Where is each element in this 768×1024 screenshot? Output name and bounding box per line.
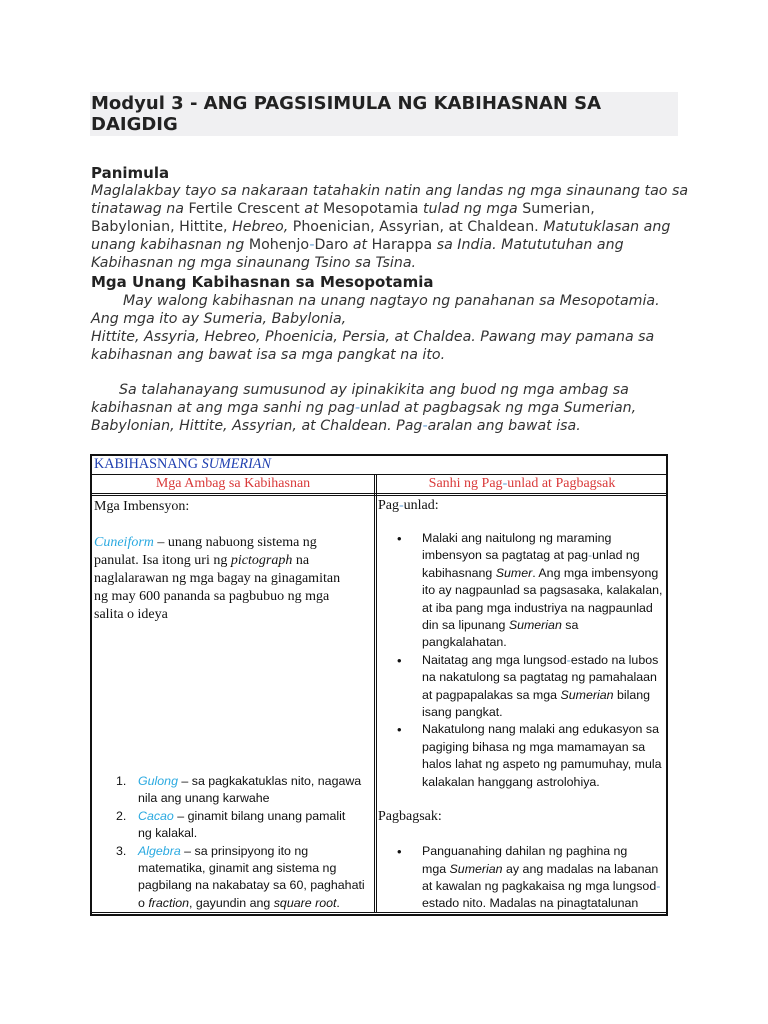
bullet-text: Sumer: [495, 565, 533, 580]
column-header-text: Sanhi ng Pag: [428, 476, 503, 491]
bullet-text: ay ang madalas na labanan: [502, 861, 659, 876]
talahanayan-text: kabihasnan at ang mga sanhi ng pag: [91, 400, 355, 416]
bullet-text: halos lahat ng aspeto ng pamumuhay, mula: [422, 757, 662, 772]
invention-text: pagbilang na nakabatay sa 60, paghahati: [138, 878, 365, 893]
table-column-divider: [374, 475, 375, 913]
list-number: 2.: [116, 808, 127, 823]
bullet-text: imbensyon sa pagtatag at pag: [422, 548, 589, 563]
panimula-text: Babylonian, Hittite,: [91, 219, 233, 235]
panimula-text: tinatawag na: [91, 201, 189, 217]
column-header-sanhi: [378, 476, 666, 492]
pagbagsak-heading: Pagbagsak:: [378, 809, 442, 825]
panimula-text: Mesopotamia: [323, 201, 419, 217]
invention-text: .: [336, 895, 340, 910]
invention-text: o: [138, 895, 149, 910]
panimula-text: Hebreo,: [232, 219, 289, 235]
pag-unlad-heading: [378, 498, 668, 514]
imbensyon-heading: Mga Imbensyon:: [94, 499, 190, 514]
panimula-text: Sumerian,: [522, 201, 595, 217]
invention-text: matematika, ginamit ang sistema ng: [138, 861, 337, 876]
bullet-icon: •: [397, 844, 402, 860]
invention-text: nila ang unang karwahe: [138, 791, 270, 806]
bullet-text: pagiging bihasa ng mga mamamayan sa: [422, 739, 646, 754]
invention-text: – ginamit bilang unang pamalit: [173, 808, 346, 823]
bullet-text: Sumerian: [560, 687, 614, 702]
panimula-text: unang kabihasnan ng: [91, 237, 249, 253]
bullet-text: . Ang mga imbensyong: [532, 565, 659, 580]
bullet-text: at pagpapalakas sa mga: [422, 687, 561, 702]
invention-text: ng kalakal.: [138, 826, 198, 841]
panimula-text: Matutuklasan ang: [543, 219, 671, 235]
ambag-cell: [94, 498, 372, 624]
list-item: [113, 843, 373, 913]
pag-unlad-text: Pag: [378, 498, 399, 513]
talahanayan-text: -: [422, 418, 428, 434]
bullet-item: [378, 652, 668, 722]
invention-text: , gayundin ang: [188, 895, 274, 910]
table-title-text: KABIHASNANG: [94, 456, 202, 472]
mesopotamia-line-3: Hittite, Assyria, Hebreo, Phoenicia, Persia, at Chaldea. Pawang may pamana sa: [91, 329, 655, 345]
invention-text: – sa pagkakatuklas nito, nagawa: [177, 774, 362, 788]
pag-unlad-text: unlad:: [403, 498, 439, 513]
talahanayan-text: unlad at pagbagsak ng mga Sumerian,: [359, 400, 637, 416]
panimula-text: sa India. Matututuhan ang: [432, 237, 624, 253]
bullet-text: pangkalahatan.: [422, 635, 507, 650]
list-item: [113, 773, 373, 808]
panimula-text: -: [309, 237, 315, 253]
bullet-text: -: [566, 652, 571, 667]
sanhi-cell: [378, 498, 668, 913]
bullet-text: estado nito. Madalas na pinagtatalunan: [422, 896, 639, 911]
mesopotamia-paragraph: [91, 292, 681, 364]
bullet-text: Panguanahing dahilan ng paghina ng: [422, 844, 628, 859]
cuneiform-text: – unang nabuong sistema ng: [153, 535, 317, 550]
page-title: Modyul 3 - ANG PAGSISIMULA NG KABIHASNAN SA DAIGDIG: [91, 93, 602, 135]
bullet-text: -: [656, 878, 661, 893]
bullet-text: kalakalan hanggang astrolohiya.: [422, 774, 600, 789]
mesopotamia-line-1: May walong kabihasnan na unang nagtayo ng panahanan sa Mesopotamia.: [123, 293, 660, 309]
table-column-divider: [376, 475, 377, 913]
bullet-text: kabihasnang: [422, 565, 496, 580]
talahanayan-line-1: Sa talahanayang sumusunod ay ipinakikita ang buod ng mga ambag sa: [119, 382, 629, 398]
cuneiform-line: naglalarawan ng mga bagay na ginagamitan: [94, 571, 341, 586]
panimula-heading: Panimula: [91, 164, 170, 182]
list-number: 1.: [116, 774, 127, 788]
invention-text: fraction: [148, 895, 189, 910]
panimula-text: Phoenician, Assyrian, at Chaldean.: [288, 219, 544, 235]
bullet-text: Malaki ang naitulong ng maraming: [422, 531, 612, 545]
invention-term: Cacao: [138, 808, 174, 823]
cuneiform-text: pictograph: [230, 553, 293, 568]
bullet-icon: •: [397, 722, 402, 738]
table-divider: [92, 474, 666, 475]
table-title-text: SUMERIAN: [201, 456, 271, 472]
bullet-text: din sa lipunang: [422, 618, 509, 633]
bullet-item: [378, 530, 668, 652]
cuneiform-line: ng may 600 pananda sa pagbubuo ng mga: [94, 589, 330, 604]
column-header-ambag: Mga Ambag sa Kabihasnan: [155, 476, 311, 491]
cuneiform-text: na: [292, 553, 310, 568]
panimula-line-5: Kabihasnan ng mga sinaunang Tsino sa Tsina.: [91, 255, 417, 271]
panimula-text: Mohenjo: [248, 237, 310, 253]
bullet-text: at iba pang mga industriya na nagpaunlad: [422, 600, 653, 615]
bullet-text: mga: [422, 861, 450, 876]
bullet-text: ito ay nagpaunlad sa pagsasaka, kalakalan,: [422, 583, 663, 598]
bullet-text: Sumerian: [508, 618, 562, 633]
bullet-item: [378, 721, 668, 791]
bullet-text: bilang: [613, 687, 651, 702]
cuneiform-term: Cuneiform: [94, 535, 154, 550]
mesopotamia-line-4: kabihasnan ang bawat isa sa mga pangkat na ito.: [91, 347, 446, 363]
mesopotamia-heading: Mga Unang Kabihasnan sa Mesopotamia: [91, 273, 434, 291]
panimula-text: at: [299, 201, 324, 217]
panimula-text: Fertile Crescent: [188, 201, 300, 217]
cuneiform-line: salita o ideya: [94, 607, 168, 622]
invention-list: [113, 773, 373, 912]
bullet-text: Sumerian: [449, 861, 503, 876]
talahanayan-text: Babylonian, Hittite, Assyrian, at Chaldean. Pag: [91, 418, 423, 434]
panimula-text: tulad ng mga: [418, 201, 523, 217]
cuneiform-line: [94, 552, 372, 570]
bullet-text: Naitatag ang mga lungsod: [422, 652, 567, 667]
table-divider: [92, 493, 666, 494]
bullet-text: estado na lubos: [570, 652, 659, 667]
list-number: 3.: [116, 843, 127, 858]
bullet-text: sa: [561, 618, 579, 633]
list-item: [113, 808, 373, 843]
bullet-text: isang pangkat.: [422, 705, 503, 720]
table-title: [94, 456, 271, 473]
bullet-icon: •: [397, 531, 402, 546]
column-header-text: -: [502, 476, 508, 491]
invention-text: – sa prinsipyong ito ng: [180, 843, 309, 858]
bullet-text: unlad ng: [592, 548, 640, 563]
bullet-text: Nakatulong nang malaki ang edukasyon sa: [422, 722, 659, 737]
panimula-line-1: Maglalakbay tayo sa nakaraan tatahakin natin ang landas ng mga sinaunang tao sa: [91, 183, 689, 199]
column-header-text: unlad at Pagbagsak: [507, 476, 616, 491]
mesopotamia-line-2: Ang mga ito ay Sumeria, Babylonia,: [91, 311, 347, 327]
bullet-text: at kawalan ng pagkakaisa ng mga lungsod: [422, 878, 657, 893]
invention-text: square root: [273, 895, 337, 910]
panimula-text: at: [348, 237, 372, 253]
talahanayan-paragraph: [91, 381, 681, 435]
bullet-item: [378, 843, 668, 913]
invention-term: Gulong: [138, 774, 178, 788]
bullet-text: -: [588, 548, 593, 563]
bullet-text: na nakatulong sa pagtatag ng pamahalaan: [422, 670, 657, 685]
panimula-paragraph: [91, 182, 689, 272]
table-divider: [92, 495, 666, 496]
talahanayan-text: -: [354, 400, 360, 416]
cuneiform-text: panulat. Isa itong uri ng: [94, 553, 231, 568]
pag-unlad-text: -: [399, 498, 404, 513]
panimula-text: Daro: [314, 237, 349, 253]
talahanayan-text: aralan ang bawat isa.: [427, 418, 581, 434]
invention-term: Algebra: [138, 843, 181, 858]
panimula-text: Harappa: [371, 237, 433, 253]
cuneiform-line: [94, 534, 372, 552]
bullet-icon: •: [397, 652, 402, 668]
